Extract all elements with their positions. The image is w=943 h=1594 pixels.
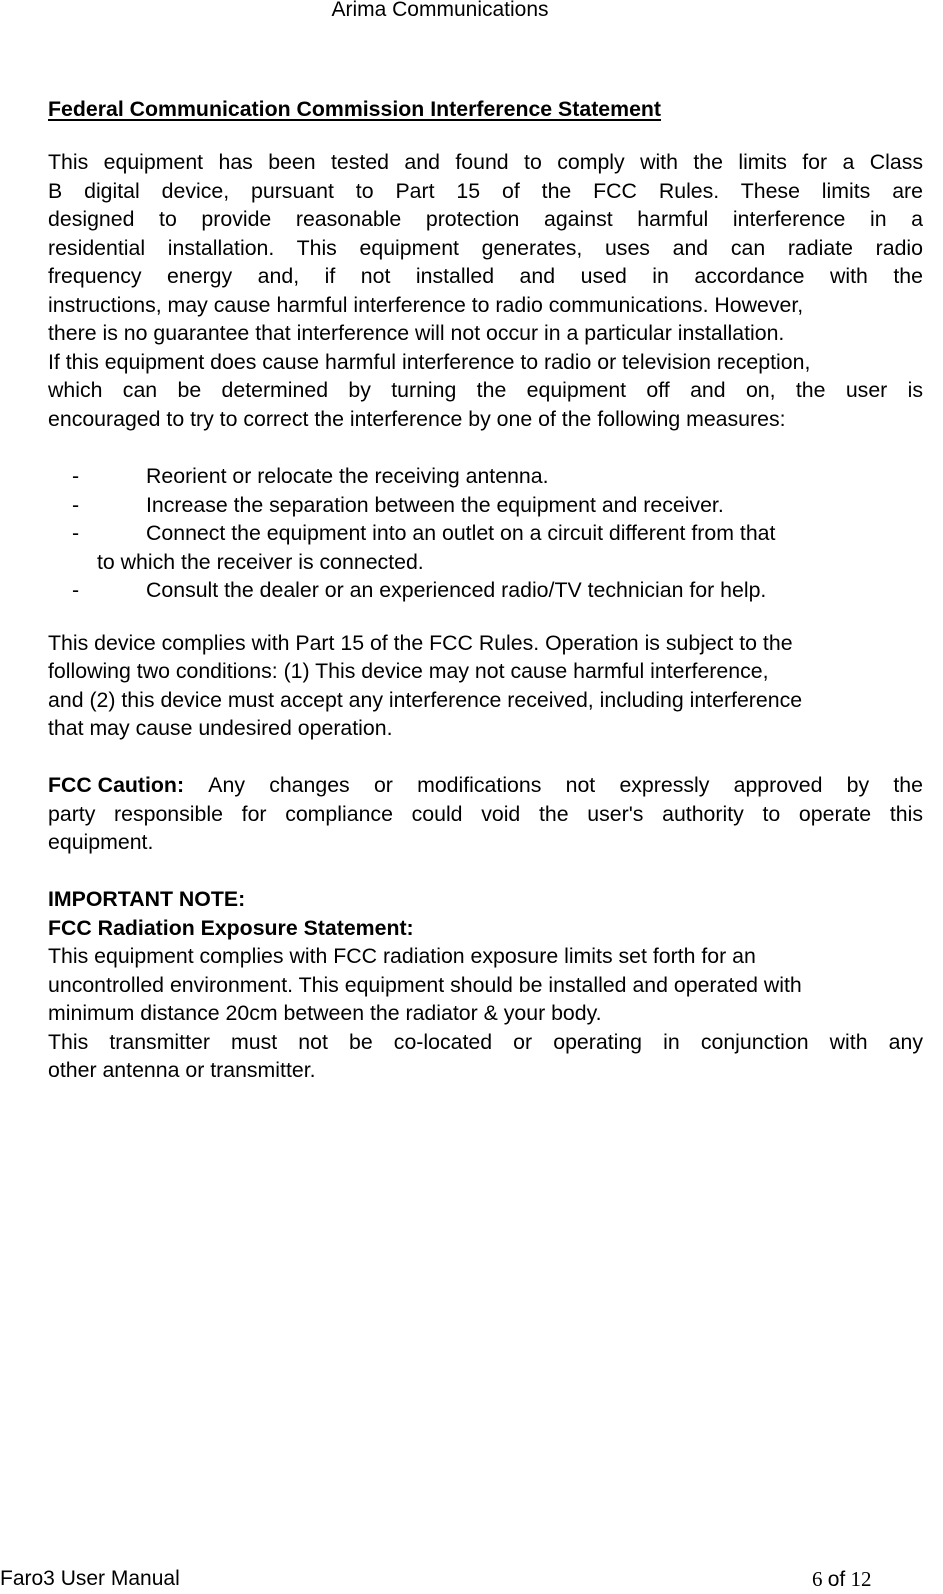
page-of-label: of [827,1568,846,1591]
paragraph-line: encouraged to try to correct the interference by one of the following measures: [48,406,786,431]
paragraph-line: following two conditions: (1) This device may not cause harmful interference, [48,659,769,683]
paragraph-line: there is no guarantee that interference will not occur in a particular installation. [48,321,785,345]
list-item-text: to which the receiver is connected. [97,549,424,574]
caution-line: party responsible for compliance could void the user's authority to operate this [48,801,923,826]
paragraph-line: designed to provide reasonable protection against harmful interference in a [48,207,923,231]
paragraph-line: B digital device, pursuant to Part 15 of the FCC Rules. These limits are [48,178,923,203]
list-item-text: Increase the separation between the equipment and receiver. [146,492,724,517]
paragraph-line: instructions, may cause harmful interference to radio communications. However, [48,292,804,317]
part15-paragraph [48,629,923,743]
list-item-text: Connect the equipment into an outlet on a circuit different from that [146,521,776,545]
word: approved [733,773,823,797]
word: changes [269,773,350,797]
fcc-statement-paragraph [48,148,923,433]
paragraph-line: which can be determined by turning the equipment off and on, the user is [48,378,923,402]
spacer [48,743,923,772]
paragraph-line: frequency energy and, if not installed and used in accordance with the [48,264,923,288]
paragraph-line: that may cause undesired operation. [48,716,393,740]
radiation-exposure-heading: FCC Radiation Exposure Statement: [48,915,414,940]
word: expressly [619,773,710,797]
caution-line: equipment. [48,830,154,854]
word: Any [208,773,245,797]
total-pages: 12 [850,1567,872,1591]
fcc-caution-paragraph [48,771,923,857]
page-number [812,1565,872,1594]
caution-label: FCC Caution: [48,773,185,797]
fcc-statement-title: Federal Communication Commission Interference Statement [48,97,662,121]
paragraph-line: other antenna or transmitter. [48,1058,316,1082]
word: not [565,773,596,797]
measures-list [48,462,923,605]
dash-bullet: - [72,578,80,602]
page-header [0,0,880,23]
list-item-continuation [48,548,923,577]
spacer [48,857,923,886]
spacer [48,605,923,629]
company-name: Arima Communications [331,0,549,21]
paragraph-line: uncontrolled environment. This equipment should be installed and operated with [48,972,802,997]
paragraph-line: This transmitter must not be co-located or operating in conjunction with any [48,1029,923,1054]
spacer [48,433,923,462]
word: modifications [417,773,542,797]
paragraph-line: If this equipment does cause harmful interference to radio or television reception, [48,349,811,374]
page-footer [0,1565,943,1593]
dash-bullet: - [72,464,80,488]
list-item-text: Reorient or relocate the receiving antenna. [146,464,549,488]
word: by [846,773,870,797]
list-item [48,576,923,605]
paragraph-line: This device complies with Part 15 of the FCC Rules. Operation is subject to the [48,630,793,655]
paragraph-line: This equipment has been tested and found to comply with the limits for a Class [48,150,923,174]
word: or [373,773,393,797]
caution-line [48,771,923,800]
spacer [48,123,923,148]
current-page: 6 [812,1567,823,1591]
list-item-text: Consult the dealer or an experienced radio/TV technician for help. [146,578,767,602]
important-note-heading: IMPORTANT NOTE: [48,887,246,911]
list-item [48,462,923,491]
dash-bullet: - [72,492,80,517]
paragraph-line: residential installation. This equipment generates, uses and can radiate radio [48,235,923,260]
document-name: Faro3 User Manual [0,1567,180,1590]
paragraph-line: This equipment complies with FCC radiation exposure limits set forth for an [48,944,756,968]
list-item [48,491,923,520]
paragraph-line: and (2) this device must accept any interference received, including interference [48,687,803,712]
document-body [48,95,923,1085]
word: the [893,773,923,797]
important-note-section [48,885,923,1085]
list-item [48,519,923,548]
paragraph-line: minimum distance 20cm between the radiator & your body. [48,1001,602,1025]
dash-bullet: - [72,521,80,545]
